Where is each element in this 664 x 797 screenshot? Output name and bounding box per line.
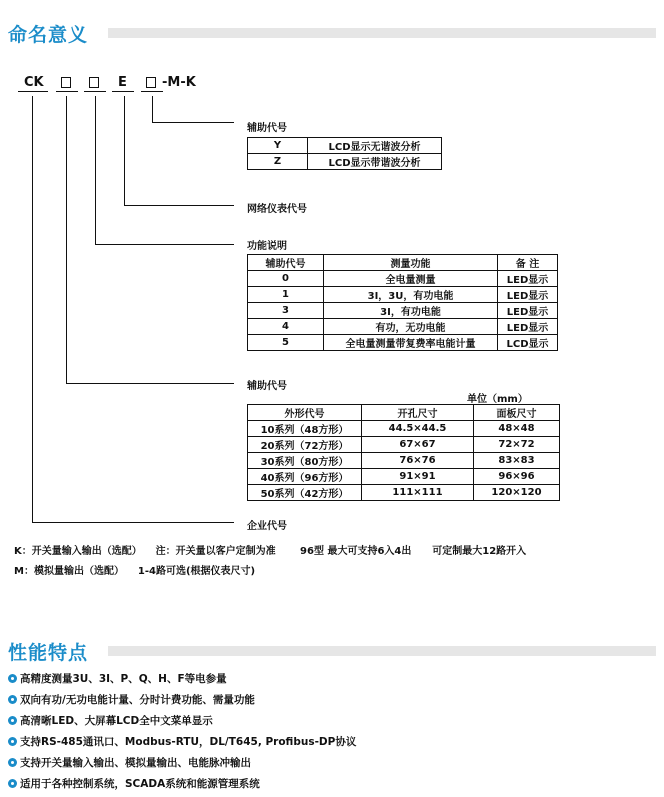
feature-text: 支持开关量输入输出、模拟量输出、电能脉冲输出 bbox=[20, 757, 251, 769]
bullet-icon bbox=[8, 674, 17, 683]
bullet-icon bbox=[8, 737, 17, 746]
code-box-3 bbox=[146, 77, 156, 88]
aux2-shape: 50系列（42方形） bbox=[248, 485, 362, 501]
aux1-desc: LCD显示无谐波分析 bbox=[308, 138, 442, 154]
note-m: M：模拟量输出（选配） 1-4路可选(根据仪表尺寸) bbox=[14, 566, 256, 577]
table-row bbox=[248, 469, 560, 485]
function-header: 辅助代号 bbox=[248, 255, 324, 271]
bullet-icon bbox=[8, 716, 17, 725]
table-row bbox=[248, 335, 558, 351]
code-box-3-underline bbox=[141, 91, 163, 92]
function-note: LCD显示 bbox=[498, 335, 558, 351]
function-func: 3I，3U，有功电能 bbox=[324, 287, 498, 303]
note-k: K：开关量输入输出（选配） 注：开关量以客户定制为准 96型 最大可支持6入4出 可定制最大12路开入 bbox=[14, 546, 527, 557]
bullet-icon bbox=[8, 779, 17, 788]
naming-title-bar bbox=[108, 28, 656, 38]
table-row bbox=[248, 437, 560, 453]
feature-text: 适用于各种控制系统，SCADA系统和能源管理系统 bbox=[20, 778, 260, 790]
function-note: LED显示 bbox=[498, 287, 558, 303]
aux2-table bbox=[247, 404, 560, 501]
connector-aux2-v bbox=[66, 96, 67, 384]
aux2-label: 辅助代号 bbox=[247, 381, 287, 392]
aux2-header: 开孔尺寸 bbox=[362, 405, 474, 421]
aux2-panel: 83×83 bbox=[474, 453, 560, 469]
code-prefix-underline bbox=[18, 91, 48, 92]
aux2-hole: 67×67 bbox=[362, 437, 474, 453]
table-row bbox=[248, 421, 560, 437]
list-item bbox=[8, 692, 255, 707]
function-code: 0 bbox=[248, 271, 324, 287]
function-table bbox=[247, 254, 558, 351]
features-title-bar bbox=[108, 646, 656, 656]
table-row bbox=[248, 287, 558, 303]
table-row bbox=[248, 154, 442, 170]
aux1-code: Z bbox=[248, 154, 308, 170]
aux2-unit: 单位（mm） bbox=[467, 394, 528, 405]
connector-function-h bbox=[95, 244, 234, 245]
function-func: 有功，无功电能 bbox=[324, 319, 498, 335]
aux2-hole: 76×76 bbox=[362, 453, 474, 469]
aux2-shape: 20系列（72方形） bbox=[248, 437, 362, 453]
function-note: LED显示 bbox=[498, 303, 558, 319]
function-code: 5 bbox=[248, 335, 324, 351]
network-label: 网络仪表代号 bbox=[247, 204, 307, 215]
connector-aux2-h bbox=[66, 383, 234, 384]
bullet-icon bbox=[8, 758, 17, 767]
aux2-hole: 111×111 bbox=[362, 485, 474, 501]
table-row bbox=[248, 271, 558, 287]
feature-text: 高清晰LED、大屏幕LCD全中文菜单显示 bbox=[20, 715, 213, 727]
table-row bbox=[248, 319, 558, 335]
list-item bbox=[8, 776, 260, 791]
aux1-code: Y bbox=[248, 138, 308, 154]
function-func: 3I，有功电能 bbox=[324, 303, 498, 319]
connector-function-v bbox=[95, 96, 96, 245]
function-func: 全电量测量带复费率电能计量 bbox=[324, 335, 498, 351]
connector-enterprise-h bbox=[32, 522, 234, 523]
table-header-row bbox=[248, 405, 560, 421]
aux1-label: 辅助代号 bbox=[247, 123, 287, 134]
aux2-hole: 91×91 bbox=[362, 469, 474, 485]
list-item bbox=[8, 734, 356, 749]
code-e: E bbox=[118, 75, 127, 90]
function-header: 测量功能 bbox=[324, 255, 498, 271]
aux2-panel: 72×72 bbox=[474, 437, 560, 453]
function-code: 3 bbox=[248, 303, 324, 319]
features-section-title: 性能特点 bbox=[8, 642, 89, 664]
aux2-shape: 10系列（48方形） bbox=[248, 421, 362, 437]
code-box-1 bbox=[61, 77, 71, 88]
code-e-underline bbox=[112, 91, 134, 92]
table-row bbox=[248, 485, 560, 501]
table-row bbox=[248, 303, 558, 319]
list-item bbox=[8, 755, 251, 770]
code-box-2 bbox=[89, 77, 99, 88]
function-header: 备 注 bbox=[498, 255, 558, 271]
aux1-table bbox=[247, 137, 442, 170]
connector-enterprise-v bbox=[32, 96, 33, 523]
feature-text: 高精度测量3U、3I、P、Q、H、F等电参量 bbox=[20, 673, 227, 685]
code-suffix: -M-K bbox=[162, 75, 196, 90]
function-code: 4 bbox=[248, 319, 324, 335]
function-note: LED显示 bbox=[498, 271, 558, 287]
enterprise-label: 企业代号 bbox=[247, 521, 287, 532]
table-header-row bbox=[248, 255, 558, 271]
aux2-panel: 96×96 bbox=[474, 469, 560, 485]
bullet-icon bbox=[8, 695, 17, 704]
function-code: 1 bbox=[248, 287, 324, 303]
table-row bbox=[248, 453, 560, 469]
code-box-2-underline bbox=[84, 91, 106, 92]
function-label: 功能说明 bbox=[247, 241, 287, 252]
connector-network-h bbox=[124, 205, 234, 206]
connector-network-v bbox=[124, 96, 125, 206]
aux2-panel: 48×48 bbox=[474, 421, 560, 437]
code-prefix: CK bbox=[24, 75, 44, 90]
list-item bbox=[8, 713, 213, 728]
function-func: 全电量测量 bbox=[324, 271, 498, 287]
aux2-hole: 44.5×44.5 bbox=[362, 421, 474, 437]
feature-text: 双向有功/无功电能计量、分时计费功能、需量功能 bbox=[20, 694, 255, 706]
code-box-1-underline bbox=[56, 91, 78, 92]
aux2-shape: 30系列（80方形） bbox=[248, 453, 362, 469]
function-note: LED显示 bbox=[498, 319, 558, 335]
naming-section-title: 命名意义 bbox=[8, 24, 89, 46]
list-item bbox=[8, 671, 227, 686]
aux2-header: 外形代号 bbox=[248, 405, 362, 421]
aux2-header: 面板尺寸 bbox=[474, 405, 560, 421]
aux1-desc: LCD显示带谐波分析 bbox=[308, 154, 442, 170]
feature-text: 支持RS-485通讯口、Modbus-RTU，DL/T645, Profibus-DP协议 bbox=[20, 736, 357, 748]
aux2-shape: 40系列（96方形） bbox=[248, 469, 362, 485]
aux2-panel: 120×120 bbox=[474, 485, 560, 501]
table-row bbox=[248, 138, 442, 154]
connector-aux1-h bbox=[152, 122, 234, 123]
connector-aux1-v bbox=[152, 96, 153, 123]
